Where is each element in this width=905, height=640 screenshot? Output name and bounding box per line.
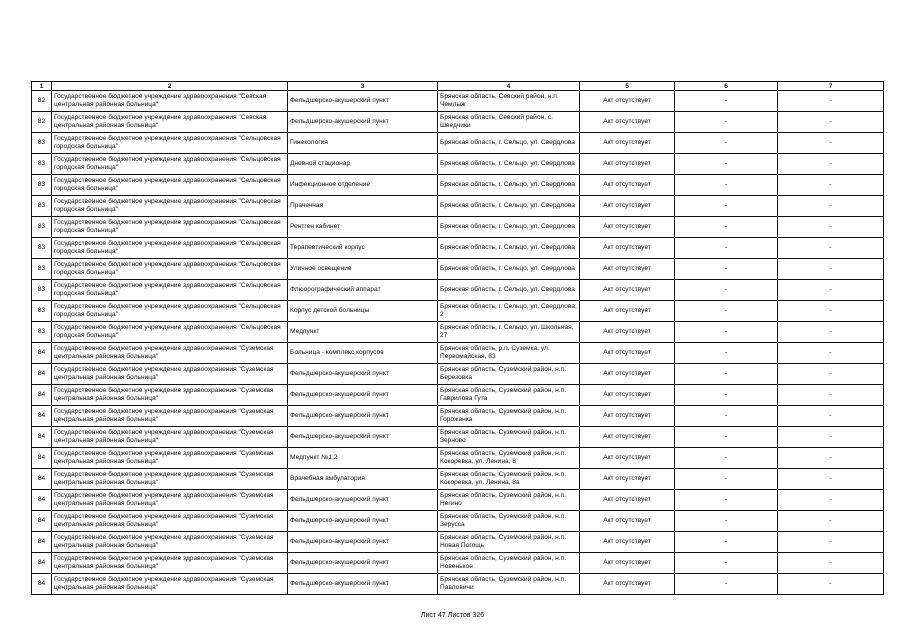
cell-organization: Государственное бюджетное учреждение здравоохранения "Севская центральная районная больница"	[52, 91, 288, 112]
cell-act-status: Акт отсутствует	[580, 112, 675, 133]
cell-act-status: Акт отсутствует	[580, 280, 675, 301]
cell-organization: Государственное бюджетное учреждение здравоохранения "Суземская центральная районная больница"	[52, 511, 288, 532]
cell-organization: Государственное бюджетное учреждение здравоохранения "Суземская центральная районная больница"	[52, 469, 288, 490]
cell-address: Брянская область, г. Сельцо, ул. Свердлова	[438, 196, 580, 217]
cell-number: 84	[32, 427, 52, 448]
table-row	[32, 154, 884, 175]
cell-number: 84	[32, 469, 52, 490]
cell-address: Брянская область, Суземский район, н.п. Горожанка	[438, 406, 580, 427]
cell-address: Брянская область, Суземский район, н.п. Кокоревка, ул. Ленина, 8а	[438, 469, 580, 490]
cell-object-name: Фельдшерско-акушерский пункт	[288, 532, 438, 553]
cell-organization: Государственное бюджетное учреждение здравоохранения "Сельцовская городская больница"	[52, 280, 288, 301]
cell-address: Брянская область, Суземский район, н.п. Негино	[438, 490, 580, 511]
cell-number: 83	[32, 196, 52, 217]
table-row	[32, 238, 884, 259]
cell-number: 82	[32, 112, 52, 133]
table-row	[32, 196, 884, 217]
cell-object-name: Фельдшерско-акушерский пункт	[288, 112, 438, 133]
cell-address: Брянская область, Суземский район, н.п. Новенькое	[438, 553, 580, 574]
cell-column-7: -	[778, 91, 884, 112]
column-header-7: 7	[778, 82, 884, 91]
cell-number: 83	[32, 259, 52, 280]
cell-column-7: -	[778, 322, 884, 343]
column-header-1: 1	[32, 82, 52, 91]
cell-column-7: -	[778, 175, 884, 196]
table-row	[32, 112, 884, 133]
cell-address: Брянская область, р.п. Суземка, ул. Первомайская, 83	[438, 343, 580, 364]
cell-object-name: Фельдшерско-акушерский пункт	[288, 385, 438, 406]
cell-organization: Государственное бюджетное учреждение здравоохранения "Сельцовская городская больница"	[52, 322, 288, 343]
table-row	[32, 280, 884, 301]
cell-object-name: Фельдшерско-акушерский пункт	[288, 427, 438, 448]
table-row	[32, 532, 884, 553]
cell-object-name: Инфекционное отделение	[288, 175, 438, 196]
cell-column-6: -	[675, 259, 778, 280]
cell-object-name: Рентген кабинет	[288, 217, 438, 238]
cell-number: 84	[32, 385, 52, 406]
cell-column-7: -	[778, 154, 884, 175]
cell-address: Брянская область, г. Сельцо, ул. Свердлова	[438, 217, 580, 238]
cell-column-7: -	[778, 196, 884, 217]
header-row	[32, 82, 884, 91]
table-row	[32, 322, 884, 343]
cell-organization: Государственное бюджетное учреждение здравоохранения "Суземская центральная районная больница"	[52, 343, 288, 364]
cell-number: 84	[32, 448, 52, 469]
cell-number: 83	[32, 175, 52, 196]
cell-column-7: -	[778, 532, 884, 553]
cell-object-name: Фельдшерско-акушерский пункт	[288, 511, 438, 532]
cell-address: Брянская область, Суземский район, н.п. Новая Погощь	[438, 532, 580, 553]
cell-number: 82	[32, 91, 52, 112]
cell-act-status: Акт отсутствует	[580, 385, 675, 406]
table-row	[32, 364, 884, 385]
cell-organization: Государственное бюджетное учреждение здравоохранения "Сельцовская городская больница"	[52, 133, 288, 154]
cell-object-name: Фельдшерско-акушерский пункт	[288, 490, 438, 511]
cell-column-6: -	[675, 427, 778, 448]
cell-organization: Государственное бюджетное учреждение здравоохранения "Сельцовская городская больница"	[52, 259, 288, 280]
cell-organization: Государственное бюджетное учреждение здравоохранения "Суземская центральная районная больница"	[52, 448, 288, 469]
cell-column-6: -	[675, 532, 778, 553]
cell-act-status: Акт отсутствует	[580, 259, 675, 280]
cell-column-6: -	[675, 154, 778, 175]
cell-column-6: -	[675, 553, 778, 574]
cell-address: Брянская область, г. Сельцо, ул. Свердлова	[438, 175, 580, 196]
table-row	[32, 511, 884, 532]
cell-column-7: -	[778, 511, 884, 532]
table-row	[32, 217, 884, 238]
cell-column-7: -	[778, 133, 884, 154]
table-row	[32, 91, 884, 112]
table-row	[32, 406, 884, 427]
cell-act-status: Акт отсутствует	[580, 322, 675, 343]
column-header-5: 5	[580, 82, 675, 91]
cell-address: Брянская область, Суземский район, н.п. Березовка	[438, 364, 580, 385]
cell-column-7: -	[778, 280, 884, 301]
cell-organization: Государственное бюджетное учреждение здравоохранения "Суземская центральная районная больница"	[52, 532, 288, 553]
cell-number: 83	[32, 301, 52, 322]
table-row	[32, 343, 884, 364]
cell-column-7: -	[778, 406, 884, 427]
cell-act-status: Акт отсутствует	[580, 490, 675, 511]
table-row	[32, 469, 884, 490]
cell-address: Брянская область, г. Сельцо, ул. Свердлова	[438, 154, 580, 175]
cell-act-status: Акт отсутствует	[580, 343, 675, 364]
cell-act-status: Акт отсутствует	[580, 301, 675, 322]
cell-column-6: -	[675, 448, 778, 469]
cell-organization: Государственное бюджетное учреждение здравоохранения "Суземская центральная районная больница"	[52, 385, 288, 406]
cell-organization: Государственное бюджетное учреждение здравоохранения "Суземская центральная районная больница"	[52, 364, 288, 385]
cell-column-6: -	[675, 469, 778, 490]
cell-column-6: -	[675, 511, 778, 532]
cell-act-status: Акт отсутствует	[580, 532, 675, 553]
cell-address: Брянская область, Суземский район, н.п. Зерново	[438, 427, 580, 448]
cell-object-name: Фельдшерско-акушерский пункт	[288, 406, 438, 427]
cell-column-6: -	[675, 112, 778, 133]
table-row	[32, 259, 884, 280]
cell-organization: Государственное бюджетное учреждение здравоохранения "Севская центральная районная больница"	[52, 112, 288, 133]
cell-number: 84	[32, 406, 52, 427]
cell-object-name: Прачечная	[288, 196, 438, 217]
cell-column-7: -	[778, 238, 884, 259]
cell-number: 84	[32, 532, 52, 553]
cell-column-6: -	[675, 364, 778, 385]
cell-column-7: -	[778, 112, 884, 133]
table-row	[32, 175, 884, 196]
cell-column-6: -	[675, 343, 778, 364]
cell-column-7: -	[778, 469, 884, 490]
cell-object-name: Врачебная амбулатория	[288, 469, 438, 490]
cell-column-7: -	[778, 217, 884, 238]
cell-number: 84	[32, 343, 52, 364]
cell-column-7: -	[778, 364, 884, 385]
cell-organization: Государственное бюджетное учреждение здравоохранения "Суземская центральная районная больница"	[52, 553, 288, 574]
cell-act-status: Акт отсутствует	[580, 217, 675, 238]
cell-column-7: -	[778, 427, 884, 448]
cell-address: Брянская область, Суземский район, н.п. Зерусса	[438, 511, 580, 532]
cell-object-name: Гинекология	[288, 133, 438, 154]
cell-act-status: Акт отсутствует	[580, 175, 675, 196]
cell-column-7: -	[778, 385, 884, 406]
cell-organization: Государственное бюджетное учреждение здравоохранения "Суземская центральная районная больница"	[52, 490, 288, 511]
cell-column-6: -	[675, 574, 778, 595]
table-row	[32, 448, 884, 469]
cell-act-status: Акт отсутствует	[580, 133, 675, 154]
cell-number: 84	[32, 511, 52, 532]
cell-object-name: Дневной стационар	[288, 154, 438, 175]
cell-organization: Государственное бюджетное учреждение здравоохранения "Сельцовская городская больница"	[52, 217, 288, 238]
cell-address: Брянская область, Севский район, с. Шведчики	[438, 112, 580, 133]
cell-column-6: -	[675, 91, 778, 112]
cell-number: 84	[32, 364, 52, 385]
cell-column-6: -	[675, 322, 778, 343]
cell-column-7: -	[778, 448, 884, 469]
cell-object-name: Фельдшерско-акушерский пункт	[288, 91, 438, 112]
cell-act-status: Акт отсутствует	[580, 553, 675, 574]
cell-organization: Государственное бюджетное учреждение здравоохранения "Суземская центральная районная больница"	[52, 574, 288, 595]
cell-column-6: -	[675, 133, 778, 154]
column-header-2: 2	[52, 82, 288, 91]
cell-object-name: Терапевтический корпус	[288, 238, 438, 259]
cell-organization: Государственное бюджетное учреждение здравоохранения "Сельцовская городская больница"	[52, 175, 288, 196]
cell-number: 84	[32, 490, 52, 511]
cell-organization: Государственное бюджетное учреждение здравоохранения "Сельцовская городская больница"	[52, 301, 288, 322]
cell-column-7: -	[778, 301, 884, 322]
cell-organization: Государственное бюджетное учреждение здравоохранения "Сельцовская городская больница"	[52, 238, 288, 259]
cell-organization: Государственное бюджетное учреждение здравоохранения "Сельцовская городская больница"	[52, 196, 288, 217]
table-row	[32, 301, 884, 322]
cell-column-6: -	[675, 238, 778, 259]
cell-column-7: -	[778, 343, 884, 364]
cell-column-7: -	[778, 574, 884, 595]
cell-object-name: Медпункт	[288, 322, 438, 343]
cell-column-6: -	[675, 301, 778, 322]
cell-column-6: -	[675, 490, 778, 511]
cell-number: 83	[32, 280, 52, 301]
cell-act-status: Акт отсутствует	[580, 196, 675, 217]
cell-organization: Государственное бюджетное учреждение здравоохранения "Суземская центральная районная больница"	[52, 406, 288, 427]
cell-address: Брянская область, г. Сельцо, ул. Свердлова	[438, 238, 580, 259]
cell-column-6: -	[675, 217, 778, 238]
cell-column-7: -	[778, 259, 884, 280]
table-row	[32, 490, 884, 511]
cell-address: Брянская область, Севский район, н.п. Чемлыж	[438, 91, 580, 112]
cell-column-6: -	[675, 385, 778, 406]
cell-act-status: Акт отсутствует	[580, 448, 675, 469]
cell-act-status: Акт отсутствует	[580, 238, 675, 259]
cell-column-6: -	[675, 406, 778, 427]
cell-object-name: Фельдшерско-акушерский пункт	[288, 364, 438, 385]
table-row	[32, 385, 884, 406]
cell-act-status: Акт отсутствует	[580, 511, 675, 532]
cell-column-6: -	[675, 175, 778, 196]
cell-column-7: -	[778, 553, 884, 574]
cell-address: Брянская область, г. Сельцо, ул. Школьная, 27	[438, 322, 580, 343]
cell-act-status: Акт отсутствует	[580, 406, 675, 427]
cell-address: Брянская область, г. Сельцо, ул. Свердлова	[438, 280, 580, 301]
cell-act-status: Акт отсутствует	[580, 91, 675, 112]
cell-number: 83	[32, 154, 52, 175]
cell-act-status: Акт отсутствует	[580, 574, 675, 595]
cell-object-name: Фельдшерско-акушерский пункт	[288, 553, 438, 574]
cell-act-status: Акт отсутствует	[580, 154, 675, 175]
cell-number: 84	[32, 553, 52, 574]
cell-address: Брянская область, г. Сельцо, ул. Свердлова	[438, 133, 580, 154]
cell-address: Брянская область, Суземский район, н.п. Павловичи	[438, 574, 580, 595]
cell-column-6: -	[675, 196, 778, 217]
cell-number: 83	[32, 322, 52, 343]
cell-column-7: -	[778, 490, 884, 511]
data-table	[31, 81, 884, 595]
cell-act-status: Акт отсутствует	[580, 427, 675, 448]
table-row	[32, 133, 884, 154]
cell-organization: Государственное бюджетное учреждение здравоохранения "Суземская центральная районная больница"	[52, 427, 288, 448]
cell-address: Брянская область, Суземский район, н.п. Гаврилова Гута	[438, 385, 580, 406]
cell-number: 84	[32, 574, 52, 595]
cell-object-name: Фельдшерско-акушерский пункт	[288, 574, 438, 595]
cell-number: 83	[32, 238, 52, 259]
cell-object-name: Уличное освещение	[288, 259, 438, 280]
cell-act-status: Акт отсутствует	[580, 469, 675, 490]
cell-address: Брянская область, г. Сельцо, ул. Свердлова	[438, 259, 580, 280]
cell-object-name: Флюорографический аппарат	[288, 280, 438, 301]
column-header-4: 4	[438, 82, 580, 91]
page-footer: Лист 47 Листов 326	[420, 612, 485, 619]
cell-address: Брянская область, Суземский район, н.п. Кокоревка, ул. Ленина, 8	[438, 448, 580, 469]
table-row	[32, 574, 884, 595]
column-header-6: 6	[675, 82, 778, 91]
table-row	[32, 553, 884, 574]
cell-object-name: Корпус детской больницы	[288, 301, 438, 322]
cell-number: 83	[32, 217, 52, 238]
column-header-3: 3	[288, 82, 438, 91]
table-body	[32, 91, 884, 595]
cell-address: Брянская область, г. Сельцо, ул. Свердлова, 2	[438, 301, 580, 322]
cell-act-status: Акт отсутствует	[580, 364, 675, 385]
cell-number: 83	[32, 133, 52, 154]
table-row	[32, 427, 884, 448]
cell-organization: Государственное бюджетное учреждение здравоохранения "Сельцовская городская больница"	[52, 154, 288, 175]
cell-object-name: Медпункт №1,2	[288, 448, 438, 469]
cell-object-name: Больница - комплекс корпусов	[288, 343, 438, 364]
cell-column-6: -	[675, 280, 778, 301]
